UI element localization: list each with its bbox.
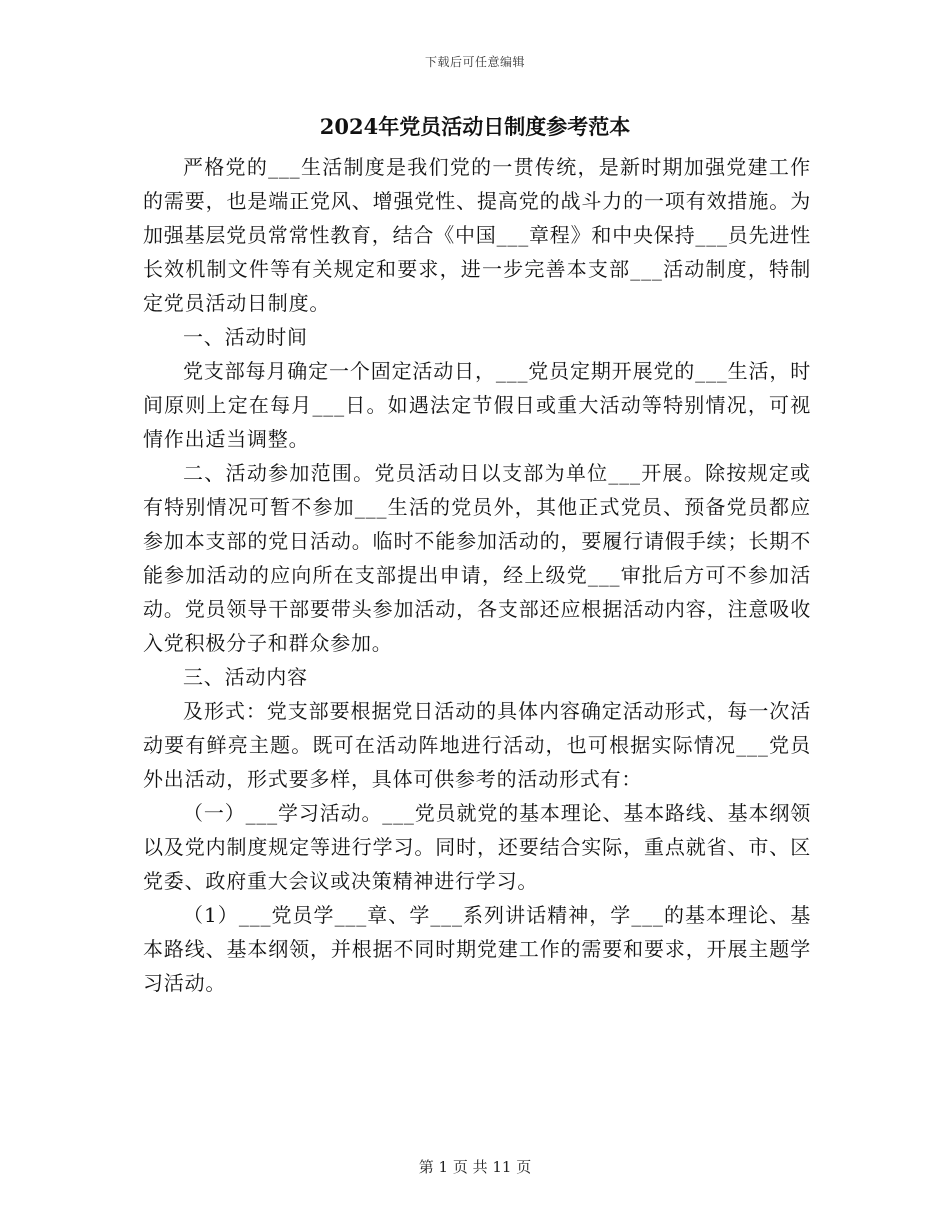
paragraph-participation-scope: 二、活动参加范围。党员活动日以支部为单位___开展。除按规定或有特别情况可暂不参加___生活的党员外，其他正式党员、预备党员都应参加本支部的党日活动。临时不能参加活动的，要履行请假手续；长期不能参加活动的应向所在支部提出申请，经上级党___审批后方可不参加活动。党员领导干部要带头参加活动，各支部还应根据活动内容，注意吸收入党积极分子和群众参加。 xyxy=(143,461,811,655)
paragraph-study-item-1: （1）___党员学___章、学___系列讲话精神，学___的基本理论、基本路线、基本纲领，并根据不同时期党建工作的需要和要求，开展主题学习活动。 xyxy=(143,903,811,995)
paragraph-intro: 严格党的___生活制度是我们党的一贯传统，是新时期加强党建工作的需要，也是端正党风、增强党性、提高党的战斗力的一项有效措施。为加强基层党员常常性教育，结合《中国___章程》和中央保持___员先进性长效机制文件等有关规定和要求，进一步完善本支部___活动制度，特制定党员活动日制度。 xyxy=(143,155,811,315)
paragraph-activity-time: 党支部每月确定一个固定活动日，___党员定期开展党的___生活，时间原则上定在每月___日。如遇法定节假日或重大活动等特别情况，可视情作出适当调整。 xyxy=(143,359,811,451)
heading-activity-time: 一、活动时间 xyxy=(183,325,308,349)
page-number: 第 1 页 共 11 页 xyxy=(418,1158,532,1176)
header-note: 下载后可任意编辑 xyxy=(424,55,525,69)
document-title: 2024年党员活动日制度参考范本 xyxy=(319,114,631,139)
paragraph-study-activities: （一）___学习活动。___党员就党的基本理论、基本路线、基本纲领以及党内制度规定等进行学习。同时，还要结合实际，重点就省、市、区党委、政府重大会议或决策精神进行学习。 xyxy=(143,801,811,893)
paragraph-activity-forms: 及形式：党支部要根据党日活动的具体内容确定活动形式，每一次活动要有鲜亮主题。既可在活动阵地进行活动，也可根据实际情况___党员外出活动，形式要多样，具体可供参考的活动形式有： xyxy=(143,699,811,791)
document-body xyxy=(143,150,811,1000)
heading-activity-content: 三、活动内容 xyxy=(183,665,308,689)
